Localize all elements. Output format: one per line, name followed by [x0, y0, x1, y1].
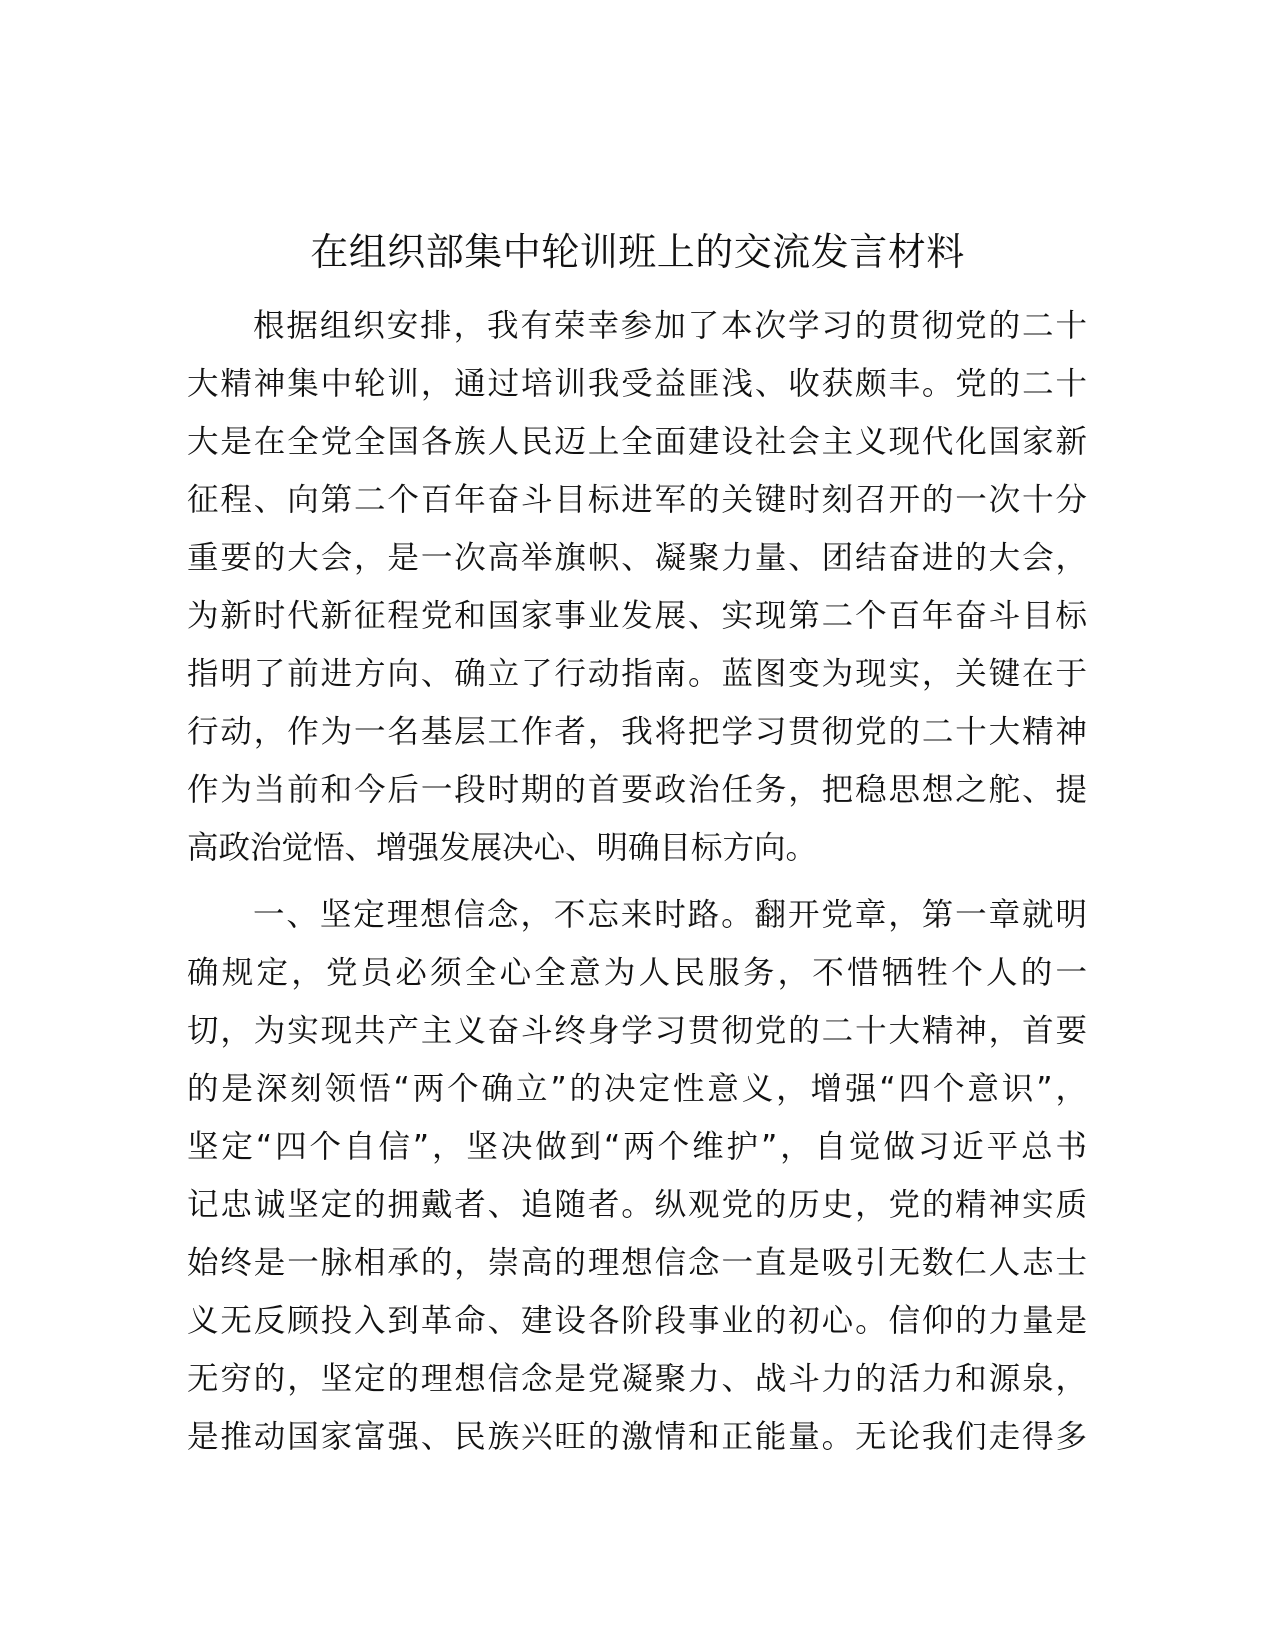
paragraph-line: 为新时代新征程党和国家事业发展、实现第二个百年奋斗目标 — [187, 598, 1087, 634]
paragraph-line: 大精神集中轮训，通过培训我受益匪浅、收获颇丰。党的二十 — [187, 366, 1087, 402]
paragraph-line: 征程、向第二个百年奋斗目标进军的关键时刻召开的一次十分 — [187, 482, 1087, 518]
paragraph-line: 高政治觉悟、增强发展决心、明确目标方向。 — [187, 830, 818, 866]
paragraph-line: 义无反顾投入到革命、建设各阶段事业的初心。信仰的力量是 — [187, 1303, 1087, 1339]
paragraph-line: 记忠诚坚定的拥戴者、追随者。纵观党的历史，党的精神实质 — [187, 1187, 1087, 1223]
paragraph-intro — [187, 297, 1087, 877]
paragraph-line: 是推动国家富强、民族兴旺的激情和正能量。无论我们走得多 — [187, 1419, 1087, 1455]
paragraph-line: 无穷的，坚定的理想信念是党凝聚力、战斗力的活力和源泉， — [187, 1361, 1087, 1397]
paragraph-line: 切，为实现共产主义奋斗终身学习贯彻党的二十大精神，首要 — [187, 1013, 1087, 1049]
paragraph-line: 指明了前进方向、确立了行动指南。蓝图变为现实，关键在于 — [187, 656, 1087, 692]
paragraph-line: 行动，作为一名基层工作者，我将把学习贯彻党的二十大精神 — [187, 714, 1087, 750]
paragraph-line: 始终是一脉相承的，崇高的理想信念一直是吸引无数仁人志士 — [187, 1245, 1087, 1281]
paragraph-line: 根据组织安排，我有荣幸参加了本次学习的贯彻党的二十 — [253, 308, 1087, 344]
paragraph-line: 大是在全党全国各族人民迈上全面建设社会主义现代化国家新 — [187, 424, 1087, 460]
paragraph-line: 重要的大会，是一次高举旗帜、凝聚力量、团结奋进的大会， — [187, 540, 1087, 576]
paragraph-section-one — [187, 886, 1087, 1466]
document-title: 在组织部集中轮训班上的交流发言材料 — [310, 230, 965, 274]
paragraph-line: 坚定“四个自信”，坚决做到“两个维护”，自觉做习近平总书 — [187, 1129, 1087, 1165]
paragraph-line: 的是深刻领悟“两个确立”的决定性意义，增强“四个意识”， — [187, 1071, 1087, 1107]
paragraph-line: 一、坚定理想信念，不忘来时路。翻开党章，第一章就明 — [253, 897, 1087, 933]
paragraph-line: 确规定，党员必须全心全意为人民服务，不惜牺牲个人的一 — [187, 955, 1087, 991]
paragraph-line: 作为当前和今后一段时期的首要政治任务，把稳思想之舵、提 — [187, 772, 1087, 808]
